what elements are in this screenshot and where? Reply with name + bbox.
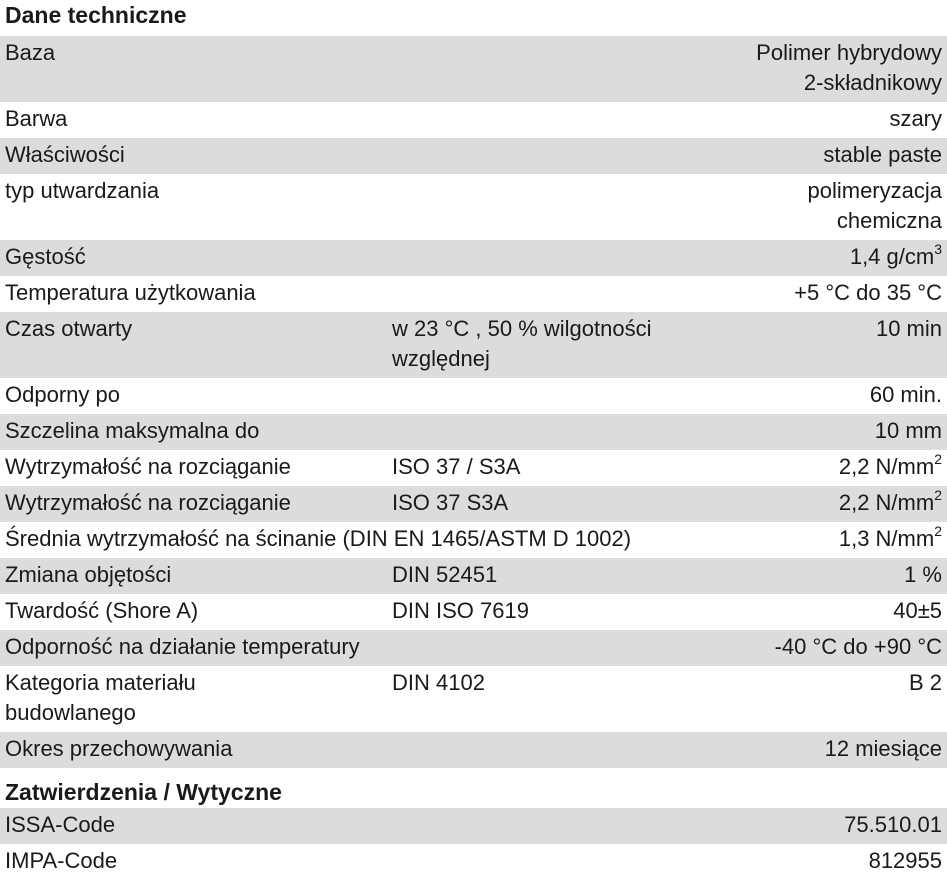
row-note-line: ISO 37 / S3A xyxy=(392,454,521,479)
table-row xyxy=(0,312,947,378)
row-value-text: 1 % xyxy=(904,562,942,587)
row-value-line xyxy=(875,416,942,446)
row-value xyxy=(850,242,942,272)
row-value-line xyxy=(756,38,942,68)
row-note xyxy=(392,488,508,518)
row-value-line xyxy=(909,668,942,698)
row-label-line: Szczelina maksymalna do xyxy=(5,418,260,443)
row-value xyxy=(756,38,942,98)
row-value xyxy=(794,278,942,308)
row-label-line: Średnia wytrzymałość na ścinanie (DIN EN 1465/ASTM D 1002) xyxy=(5,526,632,551)
table-row xyxy=(0,36,947,102)
row-label xyxy=(5,380,120,410)
row-label-line: Temperatura użytkowania xyxy=(5,280,256,305)
row-label xyxy=(5,140,125,170)
table-row xyxy=(0,630,947,666)
row-value-line xyxy=(775,632,942,662)
row-label xyxy=(5,632,360,662)
row-value-line xyxy=(893,596,942,626)
row-value-text: 10 mm xyxy=(874,418,942,443)
row-label-line: Czas otwarty xyxy=(5,316,133,341)
row-label-line: Gęstość xyxy=(5,244,86,269)
row-value-line xyxy=(825,734,942,764)
section-title-approvals: Zatwierdzenia / Wytyczne xyxy=(5,779,282,805)
row-label-line: Odporny po xyxy=(5,382,120,407)
row-value-line xyxy=(870,380,942,410)
row-value-text: szary xyxy=(889,106,942,131)
table-row xyxy=(0,378,947,414)
row-note-line: w 23 °C , 50 % wilgotności xyxy=(392,316,652,341)
row-value xyxy=(825,734,942,764)
row-value xyxy=(875,416,942,446)
row-value-text: 2,2 N/mm xyxy=(838,490,935,515)
technical-data-table xyxy=(0,36,947,768)
row-label xyxy=(5,104,67,134)
row-value-line xyxy=(876,314,942,344)
row-value xyxy=(808,176,943,236)
row-value-text: stable paste xyxy=(823,142,942,167)
row-label-line: Odporność na działanie temperatury xyxy=(5,634,360,659)
row-label xyxy=(5,524,942,554)
row-value-text: 1,3 N/mm xyxy=(838,526,935,551)
row-value-line xyxy=(839,488,942,518)
row-value-text: -40 °C do +90 °C xyxy=(774,634,942,659)
row-label-line: Twardość (Shore A) xyxy=(5,598,199,623)
row-value-text: 12 miesiące xyxy=(824,736,942,761)
row-label xyxy=(5,242,86,272)
row-value-line xyxy=(808,176,943,206)
row-label: ISSA-Code xyxy=(5,812,116,837)
row-value-line xyxy=(850,242,942,272)
table-row xyxy=(0,240,947,276)
table-row xyxy=(0,138,947,174)
row-label xyxy=(5,734,232,764)
row-label-line: Zmiana objętości xyxy=(5,562,172,587)
table-row xyxy=(0,732,947,768)
table-row xyxy=(0,486,947,522)
table-row xyxy=(0,558,947,594)
row-value xyxy=(904,560,942,590)
row-note-line: względnej xyxy=(392,346,490,371)
row-label-line: Okres przechowywania xyxy=(5,736,233,761)
row-value-text: +5 °C do 35 °C xyxy=(794,280,942,305)
row-label xyxy=(5,596,198,626)
row-note-line: DIN 52451 xyxy=(392,562,498,587)
row-value-superscript: 2 xyxy=(934,486,942,503)
row-value xyxy=(889,104,942,134)
row-value-text: polimeryzacja xyxy=(807,178,942,203)
table-row xyxy=(0,414,947,450)
row-value-line xyxy=(904,560,942,590)
row-value-text: 40±5 xyxy=(893,598,942,623)
row-label xyxy=(5,452,291,482)
row-value xyxy=(839,488,942,518)
row-label-line: Kategoria materiału xyxy=(5,670,196,695)
table-row xyxy=(0,522,947,558)
row-value-line: chemiczna xyxy=(836,208,942,233)
row-label-line: typ utwardzania xyxy=(5,178,160,203)
row-value xyxy=(870,380,942,410)
row-note xyxy=(392,452,520,482)
row-label xyxy=(5,560,171,590)
row-value-text: 10 min xyxy=(875,316,942,341)
row-value xyxy=(909,668,942,698)
row-label-line: Wytrzymałość na rozciąganie xyxy=(5,454,291,479)
row-value xyxy=(876,314,942,344)
row-value-superscript: 3 xyxy=(934,240,942,257)
row-value-text: Polimer hybrydowy xyxy=(756,40,942,65)
row-label-line: Właściwości xyxy=(5,142,125,167)
table-row xyxy=(0,102,947,138)
row-label xyxy=(5,38,55,68)
row-value-line: 2-składnikowy xyxy=(803,70,942,95)
row-value-text: B 2 xyxy=(908,670,942,695)
row-note-line: DIN ISO 7619 xyxy=(392,598,529,623)
section-title-technical-data: Dane techniczne xyxy=(5,2,187,28)
row-note xyxy=(392,560,497,590)
row-value-text: 1,4 g/cm xyxy=(849,244,935,269)
row-label xyxy=(5,278,256,308)
row-value-line xyxy=(823,140,942,170)
row-value-line xyxy=(889,104,942,134)
row-label: IMPA-Code xyxy=(5,848,118,873)
table-row xyxy=(0,276,947,312)
table-row xyxy=(0,174,947,240)
row-value-line xyxy=(839,524,942,554)
row-value xyxy=(839,452,942,482)
row-value-text: 2,2 N/mm xyxy=(838,454,935,479)
row-value xyxy=(839,524,942,554)
row-value-superscript: 2 xyxy=(934,450,942,467)
table-row xyxy=(0,844,947,880)
approvals-table xyxy=(0,808,947,880)
row-label xyxy=(5,488,291,518)
row-label xyxy=(5,668,196,728)
row-note xyxy=(392,668,485,698)
row-label xyxy=(5,416,259,446)
row-value xyxy=(893,596,942,626)
row-label xyxy=(5,176,159,206)
row-label xyxy=(5,314,132,344)
row-value: 812955 xyxy=(868,848,942,873)
table-row xyxy=(0,450,947,486)
row-value-line xyxy=(839,452,942,482)
row-label-line: Barwa xyxy=(5,106,68,131)
row-value-superscript: 2 xyxy=(934,522,942,539)
table-row xyxy=(0,666,947,732)
row-value: 75.510.01 xyxy=(844,812,942,837)
row-note xyxy=(392,314,651,374)
row-label-line: Baza xyxy=(5,40,56,65)
row-label-line: Wytrzymałość na rozciąganie xyxy=(5,490,291,515)
table-row xyxy=(0,808,947,844)
row-value xyxy=(823,140,942,170)
table-row xyxy=(0,594,947,630)
row-value-line xyxy=(794,278,942,308)
row-note xyxy=(392,596,529,626)
row-value-text: 60 min. xyxy=(869,382,942,407)
row-note-line: ISO 37 S3A xyxy=(392,490,509,515)
row-label-line: budowlanego xyxy=(5,700,136,725)
row-value xyxy=(775,632,942,662)
row-note-line: DIN 4102 xyxy=(392,670,485,695)
